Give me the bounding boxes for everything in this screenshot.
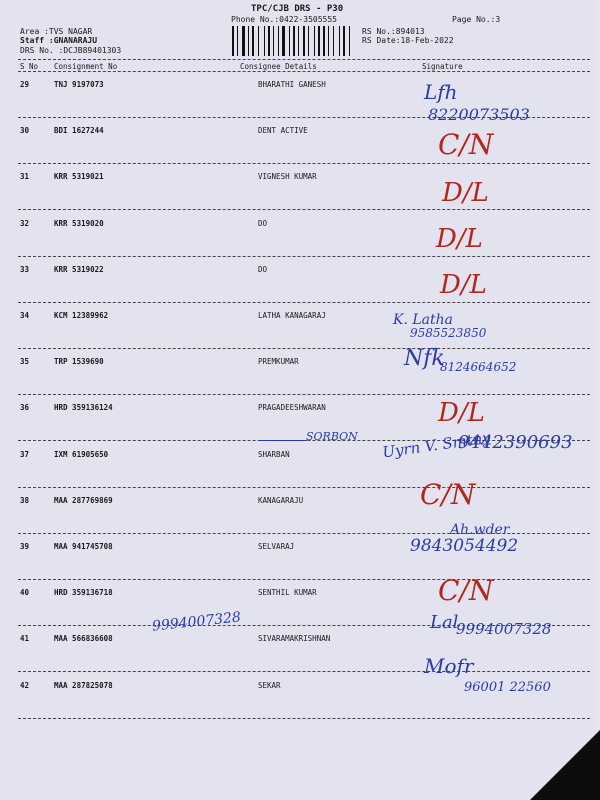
barcode-bar xyxy=(237,26,238,56)
row-consignment: MAA 566836608 xyxy=(54,634,113,643)
row-sno: 31 xyxy=(20,172,30,181)
row-consignment: KRR 5319020 xyxy=(54,219,104,228)
staff-label: Staff :GNANARAJU xyxy=(20,36,98,45)
row-divider xyxy=(18,256,590,257)
row-consignment: TRP 1539690 xyxy=(54,357,104,366)
row-divider xyxy=(18,718,590,719)
handwritten-signature: Ah.wder xyxy=(450,522,510,538)
row-divider xyxy=(18,487,590,488)
handwritten-phone: 9585523850 xyxy=(410,326,487,340)
col-consignee: Consignee Details xyxy=(240,62,317,71)
row-consignment: HRD 359136718 xyxy=(54,588,113,597)
handwritten-status: D/L xyxy=(438,398,485,428)
handwritten-signature: Mofr xyxy=(424,654,474,678)
handwritten-signature: Lal xyxy=(430,612,459,633)
row-divider xyxy=(18,163,590,164)
strikethrough-line xyxy=(259,440,307,441)
row-consignee: BHARATHI GANESH xyxy=(258,80,326,89)
row-consignee: DO xyxy=(258,265,268,274)
header-divider-bottom xyxy=(18,71,590,72)
row-sno: 41 xyxy=(20,634,30,643)
barcode-bar xyxy=(339,26,340,56)
handwritten-signature: Lfh xyxy=(424,80,458,104)
row-divider xyxy=(18,394,590,395)
drs-number: DRS No. :DCJB89401303 xyxy=(20,46,122,55)
doc-title: TPC/CJB DRS - P30 xyxy=(251,4,344,14)
barcode-bar xyxy=(333,26,334,56)
scan-edge xyxy=(596,0,600,800)
row-consignment: KRR 5319022 xyxy=(54,265,104,274)
handwritten-status: D/L xyxy=(436,224,483,254)
row-divider xyxy=(18,209,590,210)
barcode-bar xyxy=(282,26,285,56)
row-divider xyxy=(18,302,590,303)
row-consignment: IXM 61905650 xyxy=(54,450,109,459)
row-consignee: LATHA KANAGARAJ xyxy=(258,311,326,320)
barcode-bar xyxy=(328,26,329,56)
barcode-bar xyxy=(289,26,290,56)
row-consignee: SEKAR xyxy=(258,681,281,690)
rs-date: RS Date:18-Feb-2022 xyxy=(362,36,454,45)
row-consignee: DO xyxy=(258,219,268,228)
barcode-bar xyxy=(248,26,249,56)
handwritten-status: C/N xyxy=(438,574,494,607)
row-consignment: MAA 941745708 xyxy=(54,542,113,551)
row-consignment: HRD 359136124 xyxy=(54,403,113,412)
handwritten-status: D/L xyxy=(440,270,487,300)
barcode-bar xyxy=(252,26,254,56)
col-consignment: Consignment No xyxy=(54,62,118,71)
handwritten-phone: 9994007328 xyxy=(456,620,552,638)
page-number: Page No.:3 xyxy=(452,15,501,24)
row-consignment: BDI 1627244 xyxy=(54,126,104,135)
row-consignment: MAA 287825078 xyxy=(54,681,113,690)
handwritten-phone: 9843054492 xyxy=(410,536,519,556)
barcode-bar xyxy=(318,26,320,56)
row-sno: 29 xyxy=(20,80,30,89)
barcode-bar xyxy=(303,26,305,56)
row-consignment: TNJ 9197073 xyxy=(54,80,104,89)
row-sno: 38 xyxy=(20,496,30,505)
handwritten-phone: 8220073503 xyxy=(428,105,530,124)
row-consignment: MAA 287769869 xyxy=(54,496,113,505)
header-divider-top xyxy=(18,59,590,60)
row-consignee: KANAGARAJU xyxy=(258,496,304,505)
barcode-bar xyxy=(343,26,345,56)
row-divider xyxy=(18,348,590,349)
row-divider xyxy=(18,671,590,672)
barcode-bar xyxy=(232,26,234,56)
barcode-bar xyxy=(273,26,274,56)
row-sno: 37 xyxy=(20,450,30,459)
barcode-bar xyxy=(314,26,315,56)
handwritten-name: K. Latha xyxy=(393,312,453,328)
row-consignee: VIGNESH KUMAR xyxy=(258,172,317,181)
scan-corner-shadow xyxy=(530,730,600,800)
handwritten-phone: 9442390693 xyxy=(458,432,573,453)
row-consignment: KRR 5319021 xyxy=(54,172,104,181)
row-consignee: DENT ACTIVE xyxy=(258,126,308,135)
row-sno: 32 xyxy=(20,219,30,228)
handwritten-phone: 9994007328 xyxy=(151,609,242,635)
barcode-bar xyxy=(258,26,259,56)
col-signature: Signature xyxy=(422,62,463,71)
handwritten-phone: 96001 22560 xyxy=(464,680,551,695)
barcode-bar xyxy=(323,26,325,56)
barcode-bar xyxy=(298,26,299,56)
handwritten-signature: Nfk xyxy=(404,346,445,371)
barcode xyxy=(232,26,354,56)
barcode-bar xyxy=(349,26,350,56)
rs-number: RS No.:894013 xyxy=(362,27,425,36)
barcode-bar xyxy=(268,26,270,56)
row-consignee: SENTHIL KUMAR xyxy=(258,588,317,597)
row-sno: 42 xyxy=(20,681,30,690)
row-consignment: KCM 12389962 xyxy=(54,311,109,320)
area-label: Area :TVS NAGAR xyxy=(20,27,93,36)
barcode-bar xyxy=(242,26,245,56)
row-sno: 33 xyxy=(20,265,30,274)
handwritten-correction: SORBON xyxy=(306,430,358,443)
row-consignee: SELVARAJ xyxy=(258,542,295,551)
row-sno: 40 xyxy=(20,588,30,597)
row-sno: 39 xyxy=(20,542,30,551)
barcode-bar xyxy=(293,26,295,56)
row-sno: 35 xyxy=(20,357,30,366)
row-sno: 30 xyxy=(20,126,30,135)
barcode-bar xyxy=(278,26,279,56)
col-sno: S No xyxy=(20,62,39,71)
handwritten-phone: 8124664652 xyxy=(440,360,517,374)
row-consignee: SIVARAMAKRISHNAN xyxy=(258,634,331,643)
row-consignee: SHARBAN xyxy=(258,450,290,459)
handwritten-signature: Uyrn V. Smtny xyxy=(381,428,492,462)
handwritten-status: C/N xyxy=(420,478,476,511)
row-consignee: PRAGADEESHWARAN xyxy=(258,403,326,412)
handwritten-status: C/N xyxy=(438,128,494,161)
barcode-bar xyxy=(264,26,265,56)
phone-number: Phone No.:0422-3505555 xyxy=(231,15,337,24)
handwritten-status: D/L xyxy=(442,178,489,208)
row-sno: 34 xyxy=(20,311,30,320)
row-divider xyxy=(18,579,590,580)
barcode-bar xyxy=(308,26,309,56)
row-consignee: PREMKUMAR xyxy=(258,357,299,366)
row-sno: 36 xyxy=(20,403,30,412)
